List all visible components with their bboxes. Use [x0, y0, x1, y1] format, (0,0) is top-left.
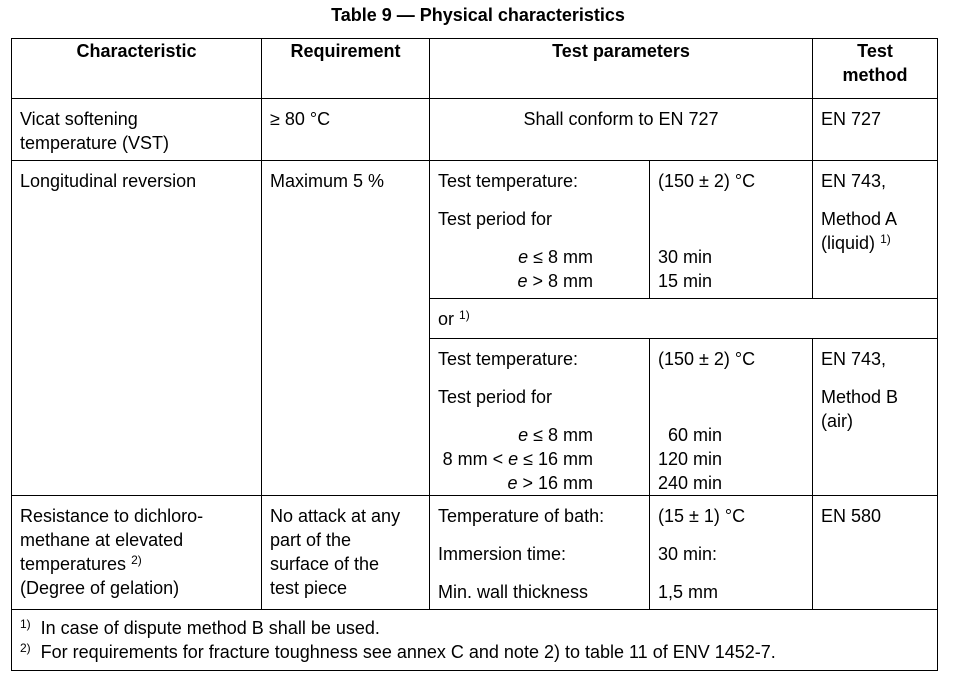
- row-dcm: [12, 496, 938, 610]
- footnote-1: $^{1)}$ In case of dispute method B shall be used.: [20, 617, 380, 638]
- header-requirement: Requirement: [262, 39, 430, 99]
- vicat-method: EN 727: [813, 99, 938, 161]
- dcm-labels: Temperature of bath: Immersion time: Min. wall thickness: [430, 496, 650, 610]
- header-characteristic: Characteristic: [12, 39, 262, 99]
- reversion-or: or $^{1)}$: [430, 299, 938, 339]
- physical-characteristics-table: [11, 38, 938, 671]
- footnotes: [12, 610, 938, 671]
- row-vicat: [12, 99, 938, 161]
- dcm-requirement: No attack at any part of the surface of the test piece: [262, 496, 430, 610]
- reversion-a-values: (150 ± 2) °C 30 min 15 min: [650, 161, 813, 299]
- vicat-parameters: Shall conform to EN 727: [430, 99, 813, 161]
- reversion-b-method: EN 743, Method B (air): [813, 339, 938, 496]
- row-reversion-a: [12, 161, 938, 299]
- reversion-a-labels: Test temperature: Test period for e ≤ 8 mm e > 8 mm: [430, 161, 650, 299]
- dcm-values: (15 ± 1) °C 30 min: 1,5 mm: [650, 496, 813, 610]
- dcm-characteristic: Resistance to dichloro- methane at elevated temperatures $^{2)}$ (Degree of gelation): [12, 496, 262, 610]
- reversion-a-method: EN 743, Method A (liquid) $^{1)}$: [813, 161, 938, 299]
- table-caption: Table 9 — Physical characteristics: [331, 5, 625, 25]
- footnotes-row: [12, 610, 938, 671]
- reversion-b-values: (150 ± 2) °C 60 min 120 min 240 min: [650, 339, 813, 496]
- header-test-method: Test method: [813, 39, 938, 99]
- reversion-b-labels: Test temperature: Test period for e ≤ 8 mm 8 mm < e ≤ 16 mm e > 16 mm: [430, 339, 650, 496]
- vicat-characteristic: Vicat softening temperature (VST): [12, 99, 262, 161]
- header-test-parameters: Test parameters: [430, 39, 813, 99]
- footnote-2: $^{2)}$ For requirements for fracture toughness see annex C and note 2) to table 11 of ENV 1452-7.: [20, 641, 776, 662]
- header-row: [12, 39, 938, 99]
- vicat-requirement: ≥ 80 °C: [262, 99, 430, 161]
- reversion-requirement: Maximum 5 %: [262, 161, 430, 496]
- dcm-method: EN 580: [813, 496, 938, 610]
- reversion-characteristic: Longitudinal reversion: [12, 161, 262, 496]
